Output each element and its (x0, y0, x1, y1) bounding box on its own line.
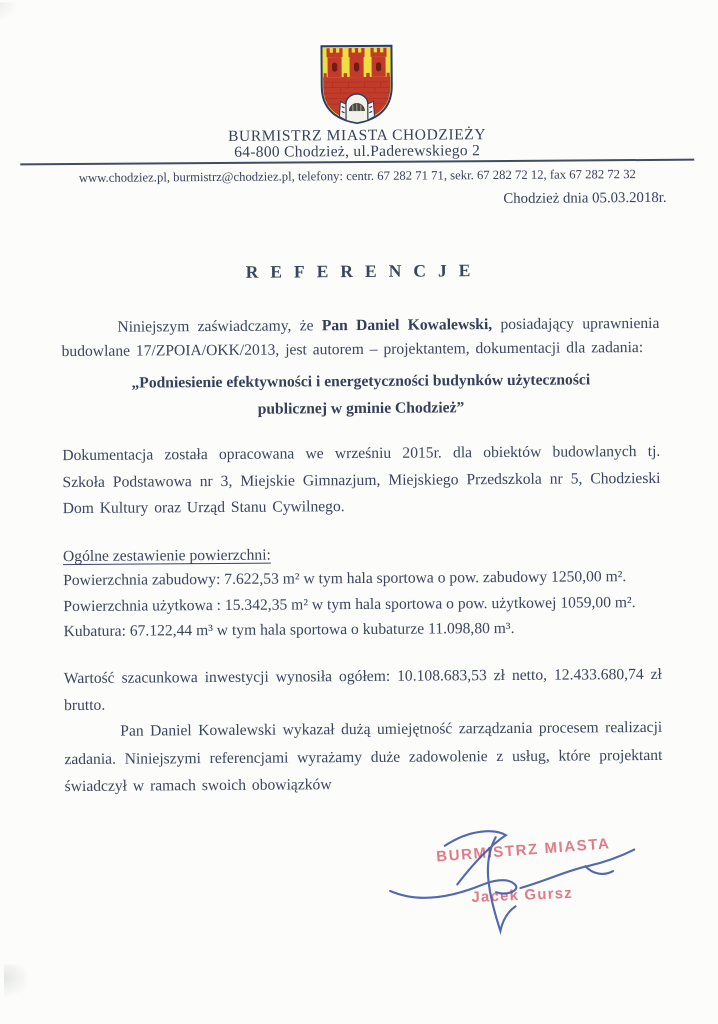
intro-lead: Niniejszym zaświadczamy, że (117, 317, 322, 336)
stamp-title: BURMISTRZ MIASTA (435, 835, 611, 866)
person-name: Pan Daniel Kowalewski, (321, 316, 493, 335)
contact-line: www.chodziez.pl, burmistrz@chodziez.pl, telefony: centr. 67 282 71 71, sekr. 67 282 72 12, fax 67 282 72 32 (78, 167, 636, 185)
office-address: 64-800 Chodzież, ul.Paderewskiego 2 (234, 142, 481, 161)
investment-value-paragraph: Wartość szacunkowa inwestycji wynosiła ogółem: 10.108.683,53 zł netto, 12.433.680,74 zł brutto. (63, 665, 662, 715)
project-title-line-2: publicznej w gminie Chodzież” (257, 399, 465, 418)
chodziez-coat-of-arms-icon (318, 44, 395, 125)
date-line: Chodzież dnia 05.03.2018r. (503, 189, 667, 207)
summary-item-cubature: Kubatura: 67.122,44 m³ w tym hala sportowa o kubaturze 11.098,80 m³. (63, 619, 515, 641)
area-summary-list (63, 564, 662, 645)
scan-smudge-top-left (0, 2, 17, 20)
scan-smudge-bottom-left (4, 964, 30, 998)
summary-item-usable-area: Powierzchnia użytkowa : 15.342,35 m² w tym hala sportowa o pow. użytkowej 1059,00 m². (63, 593, 636, 615)
project-title-line-1: „Podniesienie efektywności i energetyczności budynków użyteczności (131, 371, 591, 392)
project-title (62, 366, 660, 424)
summary-item-built-area: Powierzchnia zabudowy: 7.622,53 m² w tym hala sportowa o pow. zabudowy 1250,00 m². (63, 568, 627, 590)
handwritten-signature (385, 824, 642, 938)
document-title: REFERENCJE (245, 260, 483, 282)
stamp-name: Jacek Gursz (471, 884, 574, 906)
office-name: BURMISTRZ MIASTA CHODZIEŻY (227, 126, 487, 145)
intro-rest: posiadający uprawnienia budowlane 17/ZPOIA/OKK/2013, jest autorem – projektantem, dokumentacji dla zadania: (61, 314, 660, 360)
documentation-paragraph: Dokumentacja została opracowana we wrześniu 2015r. dla obiektów budowlanych tj. Szkoła Podstawowa nr 3, Miejskie Gimnazjum, Miejskiego Przedszkola nr 5, Chodzieski Dom Kultury oraz Urząd Stanu Cywilnego. (62, 442, 661, 518)
intro-paragraph (61, 312, 659, 363)
closing-paragraph: Pan Daniel Kowalewski wykazał dużą umiejętność zarządzania procesem realizacji zadania. Niniejszymi referencjami wyrażamy duże zadowolenie z usług, które projektant świadczył w ramach swoich obowiązków (64, 718, 663, 796)
summary-heading-text: Ogólne zestawienie powierzchni: (62, 546, 271, 566)
